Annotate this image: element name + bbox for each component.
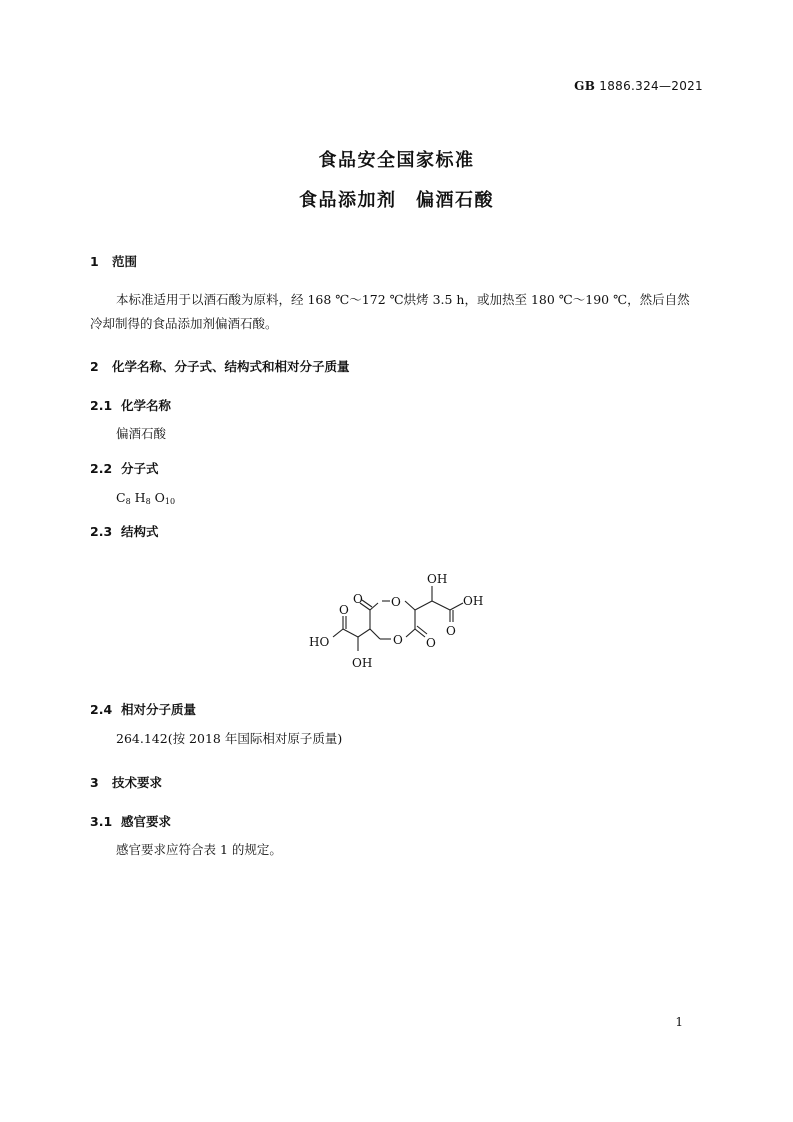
section-number: 2.4	[90, 702, 113, 717]
structure-label: O	[426, 636, 436, 650]
standard-code-number: 1886.324—2021	[599, 79, 703, 93]
section-title: 结构式	[121, 524, 159, 539]
molecular-formula: $C_8$ $H_8$ $O_{10}$	[116, 490, 176, 506]
chemical-name: 偏酒石酸	[116, 426, 167, 441]
section-number: 1	[90, 254, 99, 269]
section-title: 技术要求	[112, 775, 163, 790]
section-title: 相对分子质量	[121, 702, 197, 717]
section-3-1-heading	[90, 812, 171, 830]
structure-label: OH	[463, 594, 484, 608]
section-2-2-heading	[90, 459, 159, 477]
structure-label: O	[339, 603, 349, 617]
section-2-1-heading	[90, 396, 171, 414]
scope-paragraph-line-1: 本标准适用于以酒石酸为原料，经 168 ℃～172 ℃烘烤 3.5 h，或加热至 180 ℃～190 ℃，然后自然	[116, 292, 690, 307]
section-title: 分子式	[121, 461, 159, 476]
section-number: 2.1	[90, 398, 113, 413]
sensory-requirements-text: 感官要求应符合表 1 的规定。	[116, 842, 282, 857]
structure-label: HO	[309, 635, 330, 649]
section-title: 感官要求	[121, 814, 172, 829]
page-number: 1	[675, 1015, 683, 1029]
section-title: 化学名称	[121, 398, 172, 413]
structure-label: OH	[352, 656, 373, 670]
section-number: 2.3	[90, 524, 113, 539]
section-title: 范围	[112, 254, 138, 269]
standard-code	[574, 79, 703, 93]
section-3-heading	[90, 773, 162, 791]
structural-formula	[305, 565, 495, 675]
structure-label: O	[391, 595, 401, 609]
section-number: 3	[90, 775, 99, 790]
section-2-3-heading	[90, 522, 159, 540]
standard-code-prefix: GB	[574, 79, 596, 93]
document-title: 食品安全国家标准	[318, 150, 475, 171]
section-number: 2.2	[90, 461, 113, 476]
section-2-heading	[90, 357, 350, 375]
structure-label: O	[353, 592, 363, 606]
section-title: 化学名称、分子式、结构式和相对分子质量	[112, 359, 350, 374]
section-number: 2	[90, 359, 99, 374]
section-number: 3.1	[90, 814, 113, 829]
section-2-4-heading	[90, 700, 196, 718]
section-1-heading	[90, 252, 137, 270]
structure-label: O	[446, 624, 456, 638]
structure-label: O	[393, 633, 403, 647]
structure-label: OH	[427, 572, 448, 586]
document-subtitle: 食品添加剂 偏酒石酸	[299, 190, 494, 211]
scope-paragraph-line-2: 冷却制得的食品添加剂偏酒石酸。	[90, 316, 278, 331]
molecular-mass: 264.142(按 2018 年国际相对原子质量)	[116, 731, 343, 746]
